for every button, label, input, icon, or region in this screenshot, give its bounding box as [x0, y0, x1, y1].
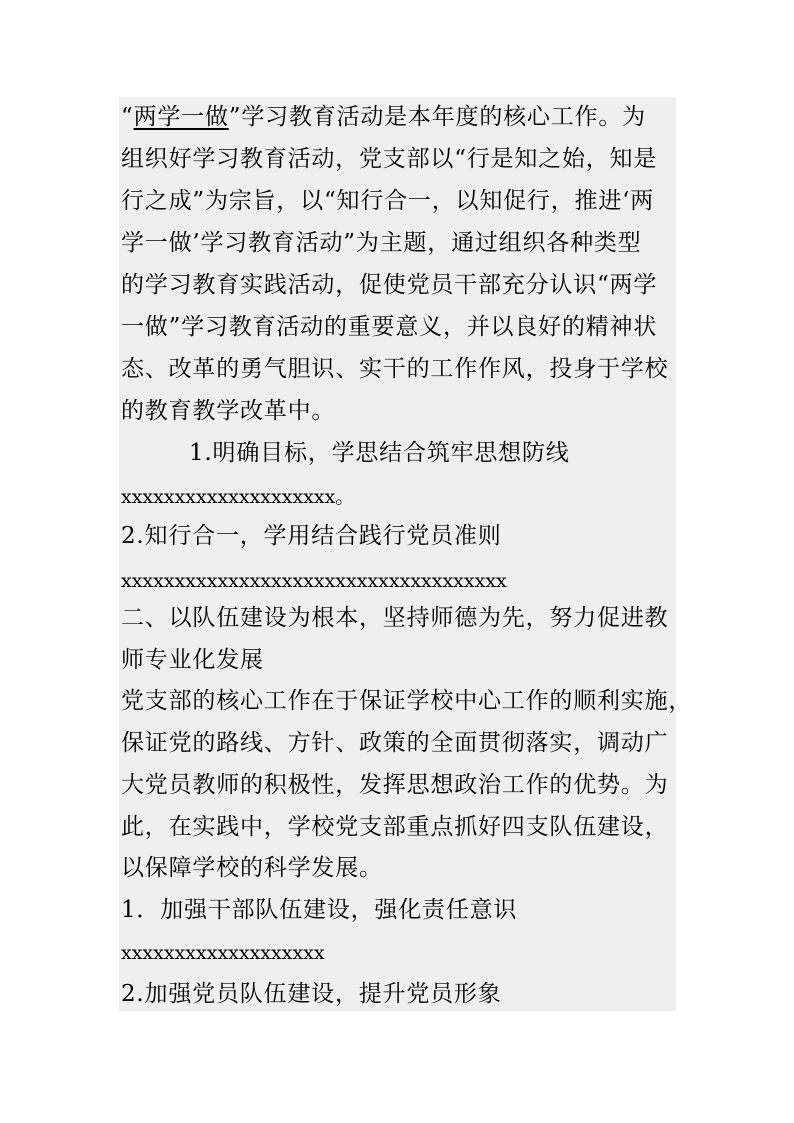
subheading-2: 2.知行合一，学用结合践行党员准则	[121, 523, 502, 549]
paragraph-2-line-5: 以保障学校的科学发展。	[121, 855, 383, 881]
placeholder-line-1: xxxxxxxxxxxxxxxxxxxx。	[121, 486, 355, 508]
placeholder-line-3: xxxxxxxxxxxxxxxxxxx	[121, 942, 325, 964]
subheading-4: 2.加强党员队伍建设，提升党员形象	[121, 981, 502, 1007]
subheading-3: 1．加强干部队伍建设，强化责任意识	[121, 897, 518, 923]
subheading-1: 1.明确目标，学思结合筑牢思想防线	[189, 440, 570, 466]
paragraph-line-1	[121, 102, 646, 132]
underlined-term: 两学一做	[133, 104, 229, 130]
paragraph-line-4: 学一做’学习教育活动”为主题，通过组织各种类型	[121, 230, 642, 256]
paragraph-line-5: 的学习教育实践活动，促使党员干部充分认识“两学	[121, 272, 658, 298]
paragraph-2-line-1: 党支部的核心工作在于保证学校中心工作的顺利实施，	[121, 688, 693, 714]
paragraph-line-8: 的教育教学改革中。	[121, 398, 336, 424]
paragraph-line-3: 行之成”为宗旨，以“知行合一，以知促行，推进‘两	[121, 188, 655, 214]
section-heading-2-line-2: 师专业化发展	[121, 647, 264, 673]
paragraph-2-line-2: 保证党的路线、方针、政策的全面贯彻落实，调动广	[121, 730, 669, 756]
paragraph-line-7: 态、改革的勇气胆识、实干的工作作风，投身于学校	[121, 356, 669, 382]
paragraph-line-6: 一做”学习教育活动的重要意义，并以良好的精神状	[121, 314, 658, 340]
line-1-rest: ”学习教育活动是本年度的核心工作。为	[228, 104, 646, 130]
paragraph-2-line-4: 此，在实践中，学校党支部重点抓好四支队伍建设，	[121, 814, 669, 840]
section-heading-2-line-1: 二、以队伍建设为根本，坚持师德为先，努力促进教	[121, 605, 669, 631]
paragraph-line-2: 组织好学习教育活动，党支部以“行是知之始，知是	[121, 146, 658, 172]
placeholder-line-2: xxxxxxxxxxxxxxxxxxxxxxxxxxxxxxxxxxxx	[121, 570, 507, 592]
open-quote: “	[121, 104, 134, 130]
paragraph-2-line-3: 大党员教师的积极性，发挥思想政治工作的优势。为	[121, 772, 669, 798]
